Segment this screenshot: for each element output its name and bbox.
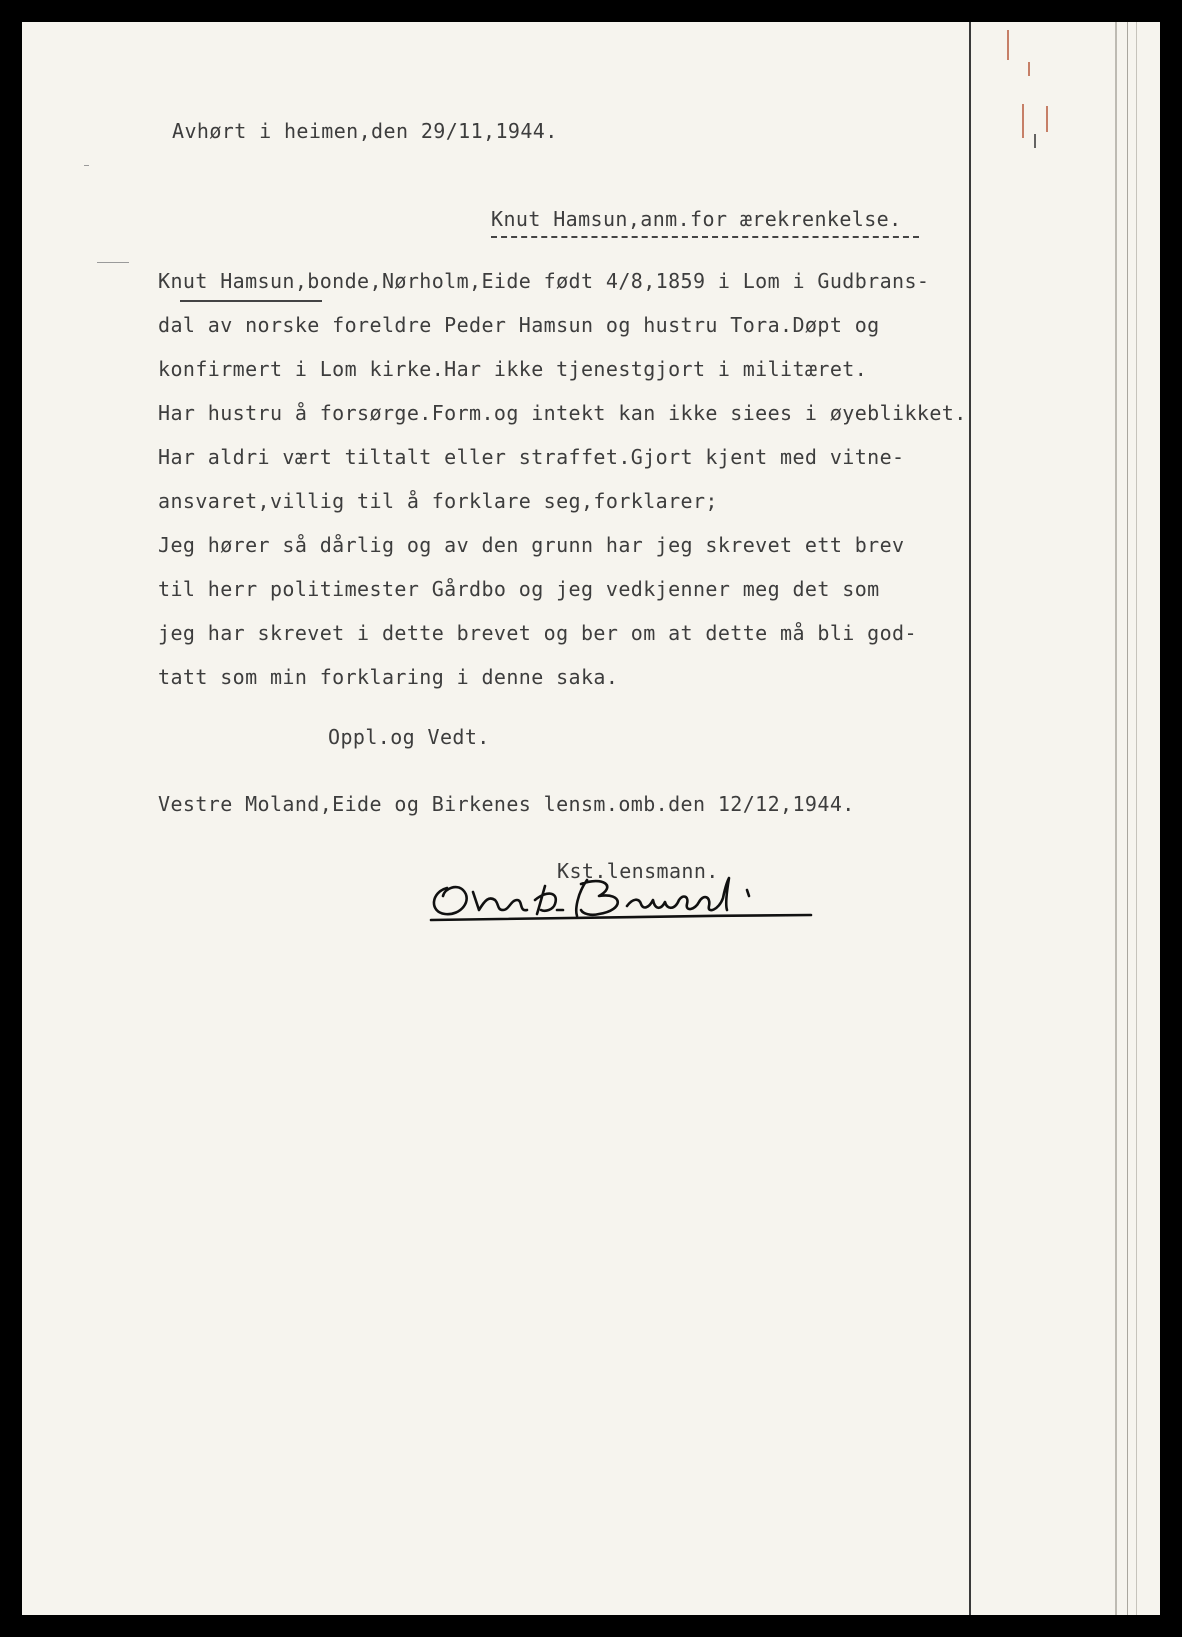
subject-underline — [491, 236, 919, 238]
document-page — [22, 22, 1160, 1615]
fold-line — [1115, 22, 1117, 1615]
fold-line — [1127, 22, 1128, 1615]
body-line: tatt som min forklaring i denne saka. — [158, 665, 619, 689]
body-line: konfirmert i Lom kirke.Har ikke tjenestgjort i militæret. — [158, 357, 868, 381]
body-line: Har hustru å forsørge.Form.og intekt kan ikke siees i øyeblikket. — [158, 401, 967, 425]
body-line: ansvaret,villig til å forklare seg,forklarer; — [158, 489, 718, 513]
body-line: Jeg hører så dårlig og av den grunn har jeg skrevet ett brev — [158, 533, 905, 557]
interview-date-line: Avhørt i heimen,den 29/11,1944. — [172, 119, 558, 143]
name-underline — [180, 300, 322, 302]
body-line: Har aldri vært tiltalt eller straffet.Gjort kjent med vitne- — [158, 445, 905, 469]
margin-tick — [97, 262, 129, 263]
body-line: til herr politimester Gårdbo og jeg vedkjenner meg det som — [158, 577, 880, 601]
margin-mark — [1007, 30, 1009, 60]
case-subject: Knut Hamsun,anm.for ærekrenkelse. — [491, 207, 902, 231]
margin-mark — [1046, 106, 1048, 132]
margin-mark — [1034, 134, 1036, 148]
signer-title: Kst.lensmann. — [557, 859, 719, 883]
margin-tick — [84, 165, 89, 166]
body-line: dal av norske foreldre Peder Hamsun og hustru Tora.Døpt og — [158, 313, 880, 337]
place-date-line: Vestre Moland,Eide og Birkenes lensm.omb.den 12/12,1944. — [158, 792, 855, 816]
body-line: Knut Hamsun,bonde,Nørholm,Eide født 4/8,1859 i Lom i Gudbrans- — [158, 269, 930, 293]
fold-line — [969, 22, 971, 1615]
body-line: jeg har skrevet i dette brevet og ber om at dette må bli god- — [158, 621, 917, 645]
margin-mark — [1028, 62, 1030, 76]
closing-note: Oppl.og Vedt. — [328, 725, 490, 749]
fold-line — [1136, 22, 1137, 1615]
margin-mark — [1022, 104, 1024, 138]
